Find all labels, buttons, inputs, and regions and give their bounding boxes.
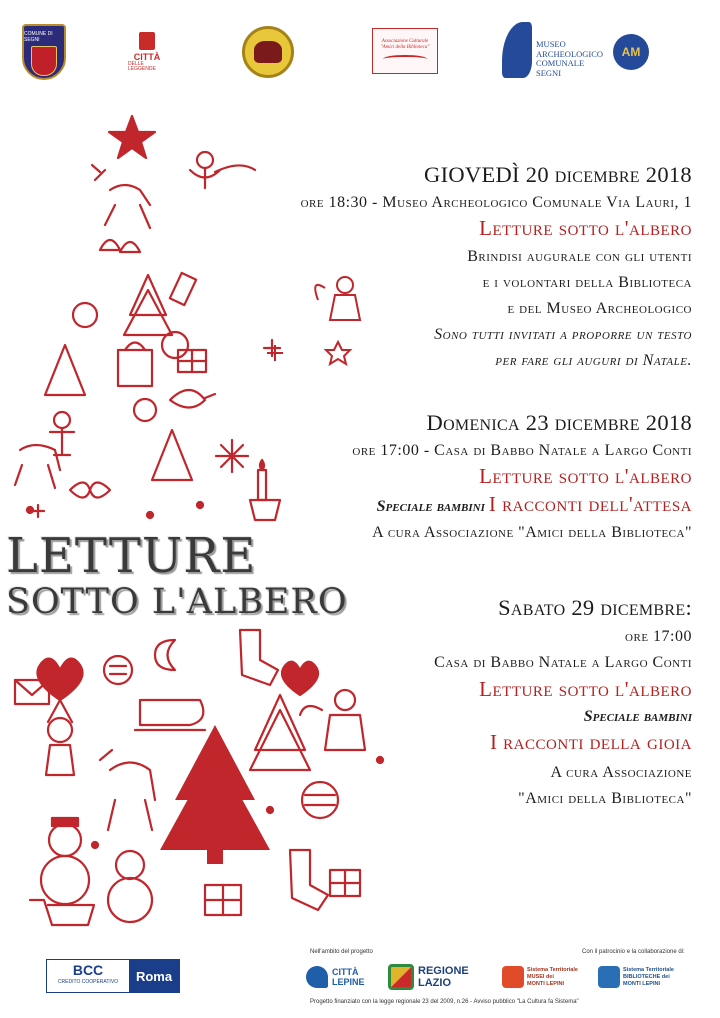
event1-desc-2: e i volontari della Biblioteca — [482, 274, 692, 291]
cupcake-icon — [250, 500, 280, 520]
museo-line: MUSEO — [536, 39, 566, 49]
event1-desc-3: e del Museo Archeologico — [507, 300, 692, 317]
patronage-label: Con il patrocinio e la collaborazione di: — [582, 949, 685, 955]
event2-time-place: ore 17:00 - Casa di Babbo Natale a Largo Conti — [352, 442, 692, 459]
moon-icon — [155, 640, 175, 670]
snowman-icon — [49, 824, 81, 856]
open-book-icon — [383, 55, 427, 63]
musei-icon — [502, 966, 524, 988]
event1-time-place: ore 18:30 - Museo Archeologico Comunale Via Lauri, 1 — [300, 194, 692, 211]
museo-label — [536, 40, 603, 78]
snowflake-icon — [216, 440, 248, 472]
citta-lepine-line: CITTÀ — [332, 967, 359, 977]
candle-icon — [258, 470, 266, 500]
event3-place: Casa di Babbo Natale a Largo Conti — [434, 654, 692, 671]
event1-name: Letture sotto l'albero — [479, 216, 692, 240]
comune-label: COMUNE DI SEGNI — [24, 30, 53, 43]
funding-note: Progetto finanziato con la legge regionale 23 del 2009, n.26 - Avviso pubblico "La Cultura fa Sistema" — [310, 999, 579, 1005]
citta-lepine-label — [332, 967, 365, 987]
musei-label — [527, 967, 578, 988]
musei-line: MUSEI dei — [527, 973, 554, 980]
pine-tree-icon — [130, 275, 166, 315]
event2-special-title: I racconti dell'attesa — [488, 492, 692, 516]
tower-icon — [139, 32, 155, 50]
ornament-icon — [73, 303, 97, 327]
event2-curated: A cura Associazione "Amici della Biblioteca" — [372, 524, 692, 541]
bird-icon — [170, 390, 215, 408]
sleigh-icon — [135, 700, 205, 730]
stocking-icon — [240, 630, 278, 685]
event3-time: ore 17:00 — [625, 628, 692, 645]
star-icon — [109, 116, 155, 158]
biblioteche-monti-lepini-logo — [598, 962, 698, 992]
event3-curated-1: A cura Associazione — [550, 764, 692, 781]
bcc-roma-logo — [46, 959, 180, 993]
header-logos — [0, 22, 720, 82]
event1-desc-1: Brindisi augurale con gli utenti — [467, 248, 692, 265]
bcc-label: BCC — [72, 962, 104, 978]
reindeer-icon — [92, 165, 150, 228]
crest-icon — [31, 46, 57, 76]
christmas-tree-illustration — [0, 110, 400, 930]
bcc-roma-label: Roma — [129, 960, 179, 992]
pine-tree-icon — [255, 695, 305, 750]
museum-wing-icon — [502, 22, 532, 78]
citta-lepine-line: LEPINE — [332, 977, 365, 987]
ornament-icon — [162, 332, 188, 358]
event1-invite-2: per fare gli auguri di Natale. — [495, 352, 692, 369]
event3-name: Letture sotto l'albero — [479, 677, 692, 701]
amici-biblioteca-logo — [372, 28, 438, 74]
angel-icon — [197, 152, 213, 168]
bcc-sub-label: CREDITO COOPERATIVO — [57, 979, 119, 985]
poster-title — [0, 530, 360, 622]
regione-lazio-label — [418, 965, 469, 989]
amici-label: Associazione Culturale "Amici della Biblioteca" — [380, 39, 430, 50]
event1-invite-1: Sono tutti invitati a proporre un testo — [434, 326, 692, 343]
citta-lepine-logo — [306, 962, 376, 992]
ornament-icon — [104, 656, 132, 684]
reindeer-icon — [15, 445, 60, 488]
star-icon — [326, 342, 350, 364]
gingerbread-icon — [54, 412, 70, 428]
bell-icon — [100, 240, 120, 250]
citta-sub-label: DELLE LEGGENDE — [128, 61, 156, 72]
lepine-icon — [306, 966, 328, 988]
lazio-icon — [388, 964, 414, 990]
biblioteche-label — [623, 967, 674, 988]
event3-special-title: I racconti della gioia — [489, 730, 692, 754]
comune-segni-crest-logo — [22, 24, 66, 80]
title-line-2: SOTTO L'ALBERO — [6, 582, 348, 622]
pine-tree-icon — [45, 345, 85, 395]
title-line-1: LETTURE — [6, 528, 257, 584]
biblioteche-line: BIBLIOTECHE dei — [623, 973, 670, 980]
star-icon — [32, 505, 44, 517]
heart-icon — [282, 662, 318, 695]
citta-leggende-logo — [128, 26, 166, 78]
biblioteche-icon — [598, 966, 620, 988]
biblioteca-medal-logo — [242, 26, 294, 78]
footer-sponsors — [0, 945, 720, 1018]
pine-tree-icon — [152, 430, 192, 480]
museo-line: ARCHEOLOGICO — [536, 48, 604, 59]
biblioteche-line: MONTI LEPINI — [623, 980, 660, 987]
citta-label: CITTÀ — [133, 52, 161, 62]
lion-icon — [254, 41, 282, 63]
regione-line: REGIONE — [418, 965, 469, 977]
musei-monti-lepini-logo — [502, 962, 592, 992]
am-logo: AM — [613, 34, 649, 70]
angel-icon — [337, 277, 353, 293]
event2-special — [377, 492, 692, 517]
project-label: Nell'ambito del progetto — [310, 949, 373, 955]
event2-name: Letture sotto l'albero — [479, 464, 692, 488]
reindeer-icon — [100, 750, 155, 830]
musei-line: Sistema Territoriale — [527, 966, 578, 973]
museo-line: SEGNI — [536, 67, 562, 78]
event2-date: Domenica 23 dicembre 2018 — [426, 410, 692, 435]
angel-icon — [335, 690, 355, 710]
biblioteche-line: Sistema Territoriale — [623, 966, 674, 973]
event1-date: GIOVEDÌ 20 dicembre 2018 — [424, 162, 692, 187]
event3-date: Sabato 29 dicembre: — [498, 595, 692, 620]
musei-line: MONTI LEPINI — [527, 980, 564, 987]
bcc-logo-left — [47, 960, 129, 992]
museo-line: COMUNALE — [536, 58, 585, 68]
bell-icon — [120, 242, 140, 252]
shopping-bag-icon — [118, 350, 152, 386]
regione-line: LAZIO — [418, 977, 451, 989]
ornament-icon — [134, 399, 156, 421]
ornament-icon — [302, 782, 338, 818]
bow-icon — [70, 483, 110, 498]
regione-lazio-logo — [388, 962, 494, 992]
event3-special-label: Speciale bambini — [583, 708, 692, 725]
event2-special-label: Speciale bambini — [376, 498, 485, 515]
elf-icon — [48, 718, 72, 742]
stocking-icon — [290, 850, 328, 910]
gift-tag-icon — [170, 273, 196, 305]
museo-archeologico-logo — [502, 22, 622, 80]
event3-curated-2: "Amici della Biblioteca" — [518, 790, 692, 807]
